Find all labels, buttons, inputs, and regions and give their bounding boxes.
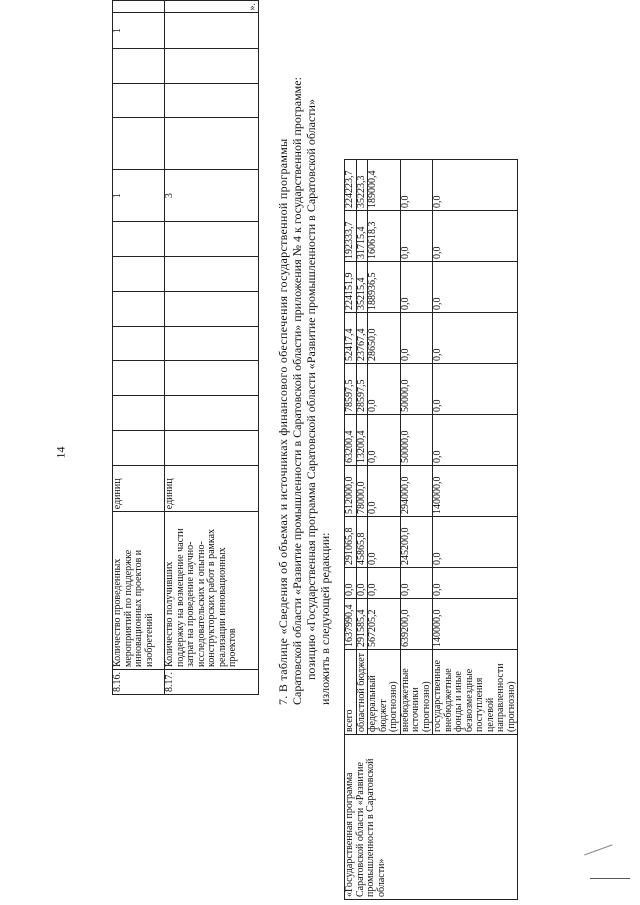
amount-cell: 35215,4 (356, 262, 368, 313)
amount-cell: 140000,0 (433, 599, 518, 650)
amount-cell: 0,0 (433, 517, 518, 568)
amount-cell: 23767,4 (356, 313, 368, 364)
indicator-name: Количество проведенных мероприятий по поддержке инновационных проектов и изобретений (113, 512, 165, 670)
amount-cell: 0,0 (368, 466, 401, 517)
value-cell (165, 361, 259, 396)
value-cell (165, 291, 259, 326)
page-number: 14 (53, 446, 68, 459)
amount-cell: 13200,4 (356, 415, 368, 466)
value-cell (165, 326, 259, 361)
value-cell (165, 48, 259, 83)
amount-cell: 28597,5 (356, 364, 368, 415)
signature-line (590, 875, 630, 879)
source-cell: внебюджетные источники (прогнозно) (400, 650, 433, 735)
amount-cell: 52417,4 (345, 313, 357, 364)
source-cell: федеральный бюджет (прогнозно) (368, 650, 401, 735)
paragraph-line-4: изложить в следующей редакции: (318, 532, 332, 705)
value-cell: 1 (113, 170, 165, 222)
value-cell (113, 326, 165, 361)
amount-cell: 0,0 (433, 364, 518, 415)
amount-cell: 192333,7 (345, 211, 357, 262)
value-cell (113, 291, 165, 326)
amount-cell: 0,0 (433, 211, 518, 262)
value-cell (113, 256, 165, 291)
unit-cell: единиц (165, 465, 259, 511)
amount-cell: 50000,0 (400, 415, 433, 466)
value-cell (113, 83, 165, 118)
table-row (345, 160, 357, 900)
value-cell (165, 256, 259, 291)
value-cell (165, 431, 259, 466)
amount-cell: 0,0 (368, 568, 401, 599)
amount-cell: 0,0 (400, 160, 433, 211)
paragraph-line-2: Саратовской области «Развитие промышленности в Саратовской области» приложения № 4 к государственной программе: (290, 77, 304, 705)
amount-cell: 50000,0 (400, 364, 433, 415)
amount-cell: 0,0 (433, 568, 518, 599)
amount-cell: 639200,0 (400, 599, 433, 650)
amount-cell: 0,0 (433, 415, 518, 466)
program-name: «Государственная программа Саратовской области «Развитие промышленности в Саратовской области» (345, 735, 518, 900)
amount-cell: 31715,4 (356, 211, 368, 262)
amount-cell: 188936,5 (368, 262, 401, 313)
row-number: 8.16. (113, 670, 165, 695)
amount-cell: 160618,3 (368, 211, 401, 262)
amount-cell: 78597,5 (345, 364, 357, 415)
amount-cell: 0,0 (400, 262, 433, 313)
value-cell (113, 361, 165, 396)
paragraph-line-1: 7. В таблице «Сведения об объемах и источниках финансового обеспечения государственной программы (276, 138, 290, 705)
amount-cell: 0,0 (433, 313, 518, 364)
table-row (113, 1, 165, 695)
financing-table (344, 159, 518, 900)
indicator-name: Количество получивших поддержку на возмещение части затрат на проведение научно-исследовательских и опытно-конструкторских работ в рамках реализации инновационных проектов (165, 512, 259, 670)
amount-cell: 0,0 (356, 568, 368, 599)
end-cell (113, 1, 165, 14)
value-cell (165, 83, 259, 118)
amount-cell: 0,0 (400, 313, 433, 364)
amount-cell: 512000,0 (345, 466, 357, 517)
value-cell (165, 222, 259, 257)
amount-cell: 0,0 (400, 568, 433, 599)
end-cell: ». (165, 1, 259, 14)
value-cell (113, 396, 165, 431)
source-cell: государственные внебюджетные фонды и иные безвозмездные поступления целевой направленности (прогнозно) (433, 650, 518, 735)
amount-cell: 0,0 (368, 364, 401, 415)
value-cell (165, 118, 259, 170)
amount-cell: 0,0 (368, 415, 401, 466)
value-cell (113, 431, 165, 466)
amount-cell: 189000,4 (368, 160, 401, 211)
amount-cell: 0,0 (433, 262, 518, 313)
table-row (165, 1, 259, 695)
amount-cell: 78000,0 (356, 466, 368, 517)
source-cell: областной бюджет (356, 650, 368, 735)
amount-cell: 224223,7 (345, 160, 357, 211)
amount-cell: 0,0 (368, 517, 401, 568)
value-cell (113, 118, 165, 170)
amount-cell: 224151,9 (345, 262, 357, 313)
value-cell: 1 (113, 13, 165, 48)
source-cell: всего (345, 650, 357, 735)
value-cell (113, 48, 165, 83)
paragraph-line-3: позицию «Государственная программа Саратовской области «Развитие промышленности в Саратовской области» (304, 99, 318, 680)
amount-cell: 0,0 (400, 211, 433, 262)
amount-cell: 35223,3 (356, 160, 368, 211)
amount-cell: 63200,4 (345, 415, 357, 466)
amount-cell: 140000,0 (433, 466, 518, 517)
value-cell (165, 13, 259, 48)
amount-cell: 291065,8 (345, 517, 357, 568)
amount-cell: 0,0 (345, 568, 357, 599)
value-cell (165, 396, 259, 431)
row-number: 8.17. (165, 670, 259, 695)
amount-cell: 245200,0 (400, 517, 433, 568)
amount-cell: 0,0 (433, 160, 518, 211)
value-cell: 3 (165, 170, 259, 222)
indicators-table (112, 0, 259, 695)
amount-cell: 28650,0 (368, 313, 401, 364)
amount-cell: 294000,0 (400, 466, 433, 517)
amount-cell: 567205,2 (368, 599, 401, 650)
value-cell (113, 222, 165, 257)
unit-cell: единиц (113, 465, 165, 511)
amount-cell: 291585,4 (356, 599, 368, 650)
amount-cell: 45865,8 (356, 517, 368, 568)
amount-cell: 1637990,4 (345, 599, 357, 650)
